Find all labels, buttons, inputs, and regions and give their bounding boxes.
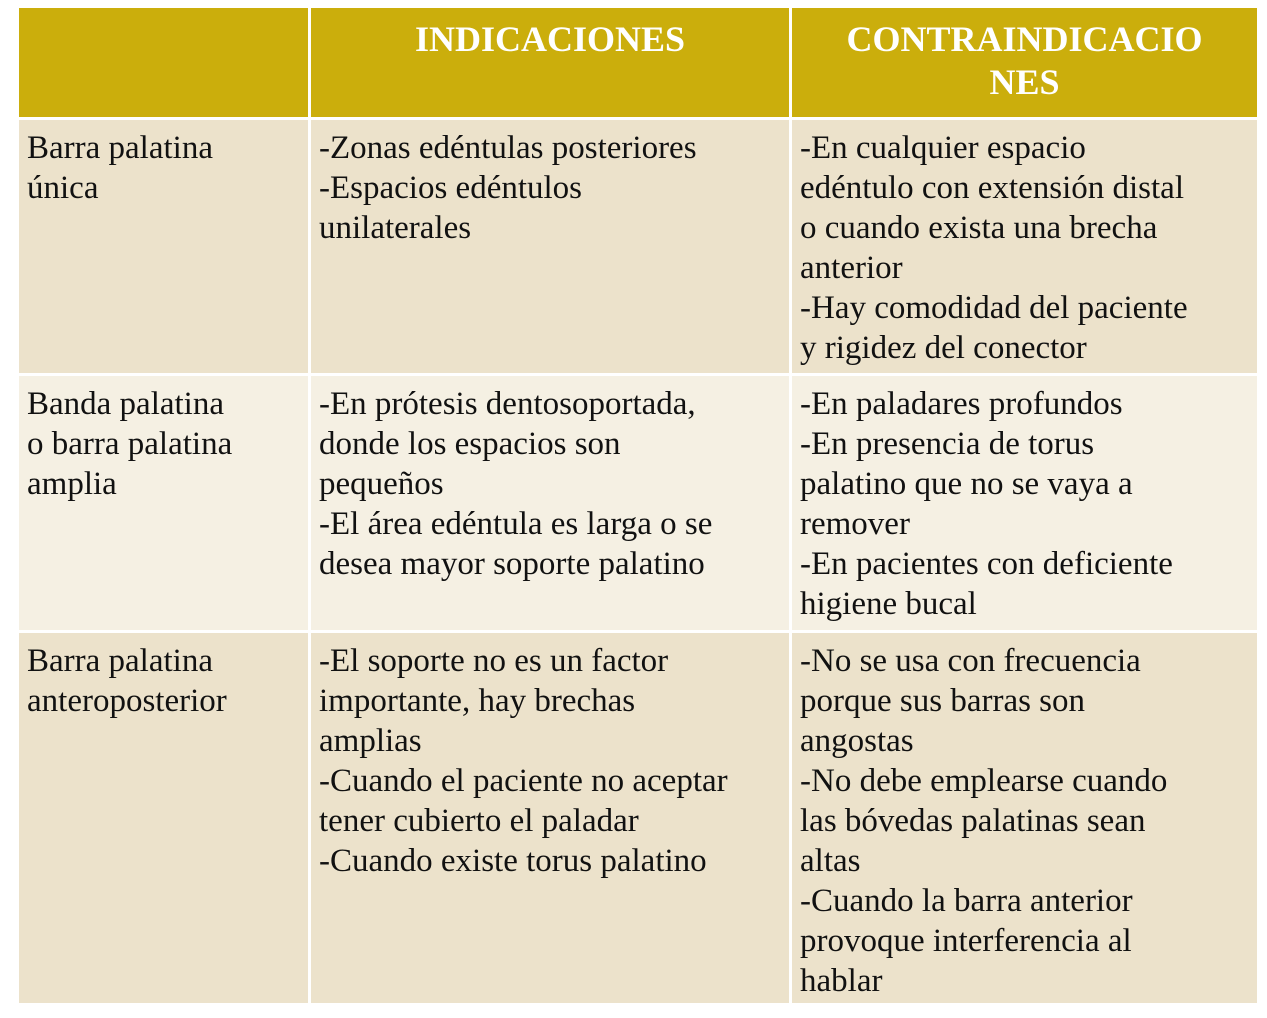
text-line: remover: [800, 506, 910, 542]
table-row: [18, 119, 1259, 375]
text-line: Banda palatina: [27, 386, 225, 422]
text-line: unilaterales: [319, 210, 472, 246]
text-line: edéntulo con extensión distal: [800, 170, 1184, 206]
row-indications: [310, 632, 791, 1005]
text-line: -En prótesis dentosoportada,: [319, 386, 696, 422]
header-contraindicaciones: [791, 7, 1259, 119]
header-empty: [18, 7, 310, 119]
text-line: pequeños: [319, 466, 444, 502]
text-line: porque sus barras son: [800, 683, 1086, 719]
table-row: [18, 375, 1259, 632]
text-line: -Cuando el paciente no aceptar: [319, 763, 728, 799]
header-row: [18, 7, 1259, 119]
text-line: -En presencia de torus: [800, 426, 1095, 462]
text-line: anteroposterior: [27, 683, 227, 719]
text-line: o barra palatina: [27, 426, 233, 462]
table-row: [18, 632, 1259, 1005]
row-contraindications: [791, 375, 1259, 632]
text-line: -Cuando existe torus palatino: [319, 843, 707, 879]
text-line: hablar: [800, 963, 883, 999]
text-line: -En paladares profundos: [800, 386, 1123, 422]
row-indications: [310, 375, 791, 632]
text-line: altas: [800, 843, 861, 879]
text-line: -Espacios edéntulos: [319, 170, 583, 206]
text-line: amplias: [319, 723, 422, 759]
row-name: [18, 119, 310, 375]
text-line: importante, hay brechas: [319, 683, 636, 719]
text-line: palatino que no se vaya a: [800, 466, 1133, 502]
text-line: única: [27, 170, 99, 206]
text-line: -Cuando la barra anterior: [800, 883, 1133, 919]
row-contraindications: [791, 632, 1259, 1005]
header-text: INDICACIONES: [414, 19, 686, 59]
header-indicaciones: [310, 7, 791, 119]
text-line: NES: [989, 62, 1060, 102]
row-name: [18, 632, 310, 1005]
text-line: -Hay comodidad del paciente: [800, 290, 1188, 326]
text-line: y rigidez del conector: [800, 330, 1087, 366]
connectors-table: [16, 5, 1260, 1006]
text-line: donde los espacios son: [319, 426, 621, 462]
text-line: Barra palatina: [27, 643, 213, 679]
text-line: -El soporte no es un factor: [319, 643, 669, 679]
text-line: amplia: [27, 466, 117, 502]
text-line: anterior: [800, 250, 903, 286]
text-line: provoque interferencia al: [800, 923, 1132, 959]
text-line: higiene bucal: [800, 586, 977, 622]
row-indications: [310, 119, 791, 375]
text-line: -En pacientes con deficiente: [800, 546, 1173, 582]
text-line: Barra palatina: [27, 130, 213, 166]
text-line: -El área edéntula es larga o se: [319, 506, 713, 542]
text-line: desea mayor soporte palatino: [319, 546, 705, 582]
text-line: -En cualquier espacio: [800, 130, 1086, 166]
text-line: -No se usa con frecuencia: [800, 643, 1141, 679]
row-contraindications: [791, 119, 1259, 375]
row-name: [18, 375, 310, 632]
text-line: o cuando exista una brecha: [800, 210, 1158, 246]
text-line: -Zonas edéntulas posteriores: [319, 130, 697, 166]
text-line: las bóvedas palatinas sean: [800, 803, 1146, 839]
text-line: CONTRAINDICACIO: [846, 19, 1203, 59]
text-line: angostas: [800, 723, 914, 759]
text-line: -No debe emplearse cuando: [800, 763, 1168, 799]
text-line: tener cubierto el paladar: [319, 803, 639, 839]
